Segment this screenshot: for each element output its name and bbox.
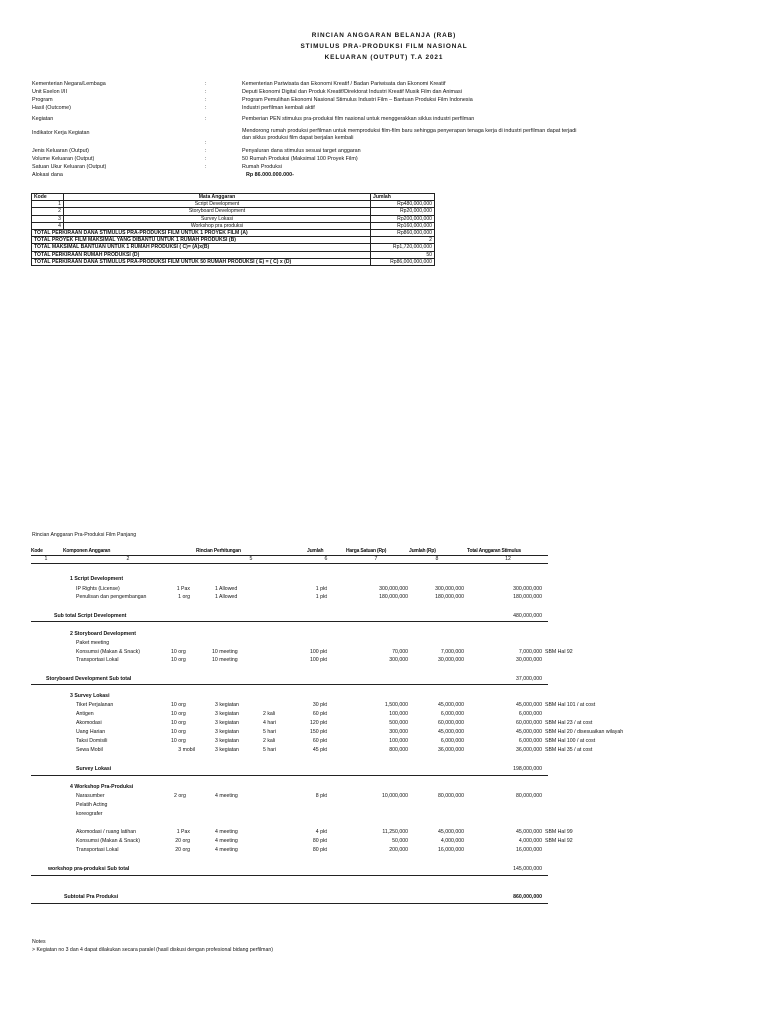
item-note: SBM Hal 99 <box>545 829 573 835</box>
dhead-kode: Kode <box>31 548 43 554</box>
item-total: 300,000,000 <box>513 586 542 592</box>
item-jumlah: 180,000,000 <box>435 594 464 600</box>
item-total: 36,000,000 <box>516 747 542 753</box>
item-total: 45,000,000 <box>516 702 542 708</box>
item-jml: 4 pkt <box>315 829 327 835</box>
item-name: Transportasi Lokal <box>76 847 119 853</box>
item-q1: 10 org <box>171 702 186 708</box>
item-total: 60,000,000 <box>516 720 542 726</box>
info-colon: : <box>205 164 207 170</box>
item-total: 80,000,000 <box>516 793 542 799</box>
info-value: Industri perfilman kembali aktif <box>242 105 315 111</box>
info-colon: : <box>205 89 207 95</box>
item-q2: 4 meeting <box>215 838 238 844</box>
document-title-line3: KELUARAN (OUTPUT) T.A 2021 <box>324 54 444 61</box>
item-q3: 2 kali <box>263 738 276 744</box>
info-label: Program <box>32 97 53 103</box>
item-harga: 11,250,000 <box>382 829 408 835</box>
item-q1: 1 org <box>178 594 190 600</box>
total-row <box>32 258 435 265</box>
item-jumlah: 30,000,000 <box>438 657 464 663</box>
item-q3: 4 hari <box>263 720 276 726</box>
info-value: 50 Rumah Produksi (Maksimal 100 Proyek Film) <box>242 156 358 162</box>
divider <box>31 684 548 685</box>
item-jumlah: 45,000,000 <box>438 702 464 708</box>
item-q1: 20 org <box>175 847 190 853</box>
total-label: TOTAL PROYEK FILM MAKSIMAL YANG DIBANTU UNTUK 1 RUMAH PRODUKSI (B) <box>32 237 371 244</box>
table-header-row <box>32 194 435 201</box>
item-note: SBM Hal 100 / at cost <box>545 738 596 744</box>
item-harga: 10,000,000 <box>382 793 408 799</box>
divider <box>31 621 548 622</box>
subtotal-label: Storyboard Development Sub total <box>46 676 132 682</box>
alokasi-label: Alokasi dana <box>32 172 63 178</box>
item-jumlah: 60,000,000 <box>438 720 464 726</box>
item-jml: 1 pkt <box>315 586 327 592</box>
item-jml: 100 pkt <box>309 657 327 663</box>
item-jml: 45 pkt <box>312 747 327 753</box>
item-jml: 120 pkt <box>309 720 327 726</box>
item-q1: 2 org <box>174 793 186 799</box>
cell-nama: Workshop pra produksi <box>64 222 371 229</box>
notes-title: Notes <box>32 939 46 945</box>
section-title: 3 Survey Lokasi <box>70 693 110 699</box>
item-jml: 100 pkt <box>309 649 327 655</box>
total-row <box>32 237 435 244</box>
dnum: 12 <box>505 556 511 562</box>
detail-caption: Rincian Anggaran Pra-Produksi Film Panjang <box>32 532 137 538</box>
item-q2: 4 meeting <box>215 847 238 853</box>
item-total: 6,000,000 <box>518 711 542 717</box>
grand-subtotal-value: 860,000,000 <box>513 894 542 900</box>
subtotal-value: 480,000,000 <box>513 613 542 619</box>
item-jumlah: 6,000,000 <box>440 711 464 717</box>
item-jumlah: 300,000,000 <box>435 586 464 592</box>
item-total: 6,000,000 <box>518 738 542 744</box>
section-title: 4 Workshop Pra-Produksi <box>70 784 134 790</box>
dhead-komponen: Komponen Anggaran <box>63 548 111 554</box>
item-name: Taksi Domisili <box>76 738 108 744</box>
info-value: Program Pemulihan Ekonomi Nasional Stimulus Industri Film – Bantuan Produksi Film Indonesia <box>242 97 473 103</box>
item-name: Uang Harian <box>76 729 106 735</box>
item-harga: 50,000 <box>392 838 408 844</box>
item-q1: 10 org <box>171 729 186 735</box>
item-harga: 180,000,000 <box>379 594 408 600</box>
item-name: Pelatih Acting <box>76 802 108 808</box>
info-colon: : <box>205 116 207 122</box>
item-jumlah: 4,000,000 <box>440 838 464 844</box>
item-q1: 10 org <box>171 711 186 717</box>
item-harga: 200,000 <box>389 847 408 853</box>
total-row <box>32 251 435 258</box>
info-label: Jenis Keluaran (Output) <box>32 148 89 154</box>
item-total: 30,000,000 <box>516 657 542 663</box>
header-mata-anggaran: Mata Anggaran <box>64 194 371 201</box>
grand-subtotal-label: Subtotal Pra Produksi <box>64 894 119 900</box>
total-value: Rp86,000,000,000 <box>371 258 435 265</box>
document-title-line2: STIMULUS PRA-PRODUKSI FILM NASIONAL <box>300 43 468 50</box>
info-colon: : <box>205 148 207 154</box>
total-label: TOTAL MAKSIMAL BANTUAN UNTUK 1 RUMAH PRODUKSI ( C)= (A)x(B) <box>32 244 371 251</box>
item-name: Konsumsi (Makan & Snack) <box>76 649 141 655</box>
total-label: TOTAL PERKIRAAN RUMAH PRODUKSI (D) <box>32 251 371 258</box>
dhead-rincian: Rincian Perhitungan <box>196 548 241 554</box>
item-jml: 60 pkt <box>312 738 327 744</box>
subtotal-label: Survey Lokasi <box>76 766 112 772</box>
total-label: TOTAL PERKIRAAN DANA STIMULUS PRA-PRODUKSI FILM UNTUK 50 RUMAH PRODUKSI ( E) = ( C) x (D) <box>32 258 371 265</box>
divider <box>31 875 548 876</box>
dhead-jumlah-rp: Jumlah (Rp) <box>409 548 436 554</box>
dhead-jumlah: Jumlah <box>307 548 324 554</box>
item-q2: 1 Allowed <box>215 586 238 592</box>
info-label: Unit Eselon I/II <box>32 89 68 95</box>
item-jumlah: 45,000,000 <box>438 729 464 735</box>
header-kode: Kode <box>32 194 64 201</box>
item-q2: 3 kegiatan <box>215 702 239 708</box>
item-q2: 10 meeting <box>212 657 238 663</box>
info-colon: : <box>205 105 207 111</box>
item-q2: 3 kegiatan <box>215 729 239 735</box>
section-title: 1 Script Development <box>70 576 124 582</box>
summary-table <box>31 193 435 266</box>
item-harga: 300,000 <box>389 729 408 735</box>
item-harga: 300,000 <box>389 657 408 663</box>
item-q3: 2 kali <box>263 711 276 717</box>
subtotal-value: 198,000,000 <box>513 766 542 772</box>
item-name: Akomodasi <box>76 720 102 726</box>
item-note: SBM Hal 23 / at cost <box>545 720 593 726</box>
item-harga: 300,000,000 <box>379 586 408 592</box>
info-colon: : <box>205 156 207 162</box>
item-q2: 3 kegiatan <box>215 720 239 726</box>
cell-jumlah: Rp20,000,000 <box>371 208 435 215</box>
document-title-line1: RINCIAN ANGGARAN BELANJA (RAB) <box>311 32 457 39</box>
item-name: Tiket Perjalanan <box>76 702 114 708</box>
subtotal-value: 145,000,000 <box>513 866 542 872</box>
item-q3: 5 hari <box>263 729 276 735</box>
indikator-value: dan siklus produksi film dapat berjalan kembali <box>242 135 354 141</box>
item-q1: 3 mobil <box>178 747 195 753</box>
item-q1: 10 org <box>171 649 186 655</box>
item-name: Akomodasi / ruang latihan <box>76 829 136 835</box>
total-value: Rp860,000,000 <box>371 230 435 237</box>
item-jml: 60 pkt <box>312 711 327 717</box>
info-value: Penyaluran dana stimulus sesuai target anggaran <box>242 148 361 154</box>
item-q1: 1 Pax <box>176 829 190 835</box>
info-label: Satuan Ukur Keluaran (Output) <box>32 164 107 170</box>
divider <box>31 903 548 904</box>
info-label: Volume Keluaran (Output) <box>32 156 95 162</box>
item-name: Antigen <box>76 711 94 717</box>
total-value: 50 <box>371 251 435 258</box>
item-note: SBM Hal 101 / at cost <box>545 702 596 708</box>
total-row <box>32 230 435 237</box>
total-label: TOTAL PERKIRAAN DANA STIMULUS PRA-PRODUKSI FILM UNTUK 1 PROYEK FILM (A) <box>32 230 371 237</box>
item-q3: 5 hari <box>263 747 276 753</box>
subtotal-value: 37,000,000 <box>516 676 542 682</box>
indikator-value: Mendorong rumah produksi perfilman untuk memproduksi film-film baru sehingga penyerapan tenaga kerja di industri perfilman dapat terjadi <box>242 128 577 134</box>
item-jml: 80 pkt <box>312 847 327 853</box>
info-value: Rumah Produksi <box>242 164 282 170</box>
info-label: Kegiatan <box>32 116 54 122</box>
item-note: SBM Hal 92 <box>545 649 573 655</box>
divider <box>31 775 548 776</box>
item-name: koreografer <box>76 811 103 817</box>
item-total: 16,000,000 <box>516 847 542 853</box>
item-harga: 1,500,000 <box>384 702 408 708</box>
subtotal-label: Sub total Script Development <box>54 613 127 619</box>
item-name: Narasumber <box>76 793 105 799</box>
item-q2: 4 meeting <box>215 829 238 835</box>
item-jumlah: 80,000,000 <box>438 793 464 799</box>
subtotal-label: workshop pra-produksi Sub total <box>48 866 130 872</box>
indikator-label: Indikator Kerja Kegiatan <box>32 130 90 136</box>
item-total: 45,000,000 <box>516 829 542 835</box>
info-value: Deputi Ekonomi Digital dan Produk Kreatif/Direktorat Industri Kreatif Musik Film dan Animasi <box>242 89 462 95</box>
info-label: Hasil (Outcome) <box>32 105 71 111</box>
item-harga: 100,000 <box>389 711 408 717</box>
item-jumlah: 7,000,000 <box>440 649 464 655</box>
cell-nama: Survey Lokasi <box>64 215 371 222</box>
cell-jumlah: Rp480,000,000 <box>371 201 435 208</box>
item-total: 7,000,000 <box>518 649 542 655</box>
item-total: 180,000,000 <box>513 594 542 600</box>
cell-nama: Storyboard Development <box>64 208 371 215</box>
item-note: SBM Hal 92 <box>545 838 573 844</box>
total-value: 2 <box>371 237 435 244</box>
item-q1: 10 org <box>171 738 186 744</box>
item-q1: 10 org <box>171 720 186 726</box>
item-jumlah: 16,000,000 <box>438 847 464 853</box>
dhead-harga: Harga Satuan (Rp) <box>346 548 387 554</box>
item-harga: 500,000 <box>389 720 408 726</box>
item-jml: 30 pkt <box>312 702 327 708</box>
table-row <box>32 222 435 229</box>
item-name: Sewa Mobil <box>76 747 103 753</box>
dnum: 8 <box>435 556 439 562</box>
item-note: SBM Hal 35 / at cost <box>545 747 593 753</box>
cell-kode: 1 <box>32 201 64 208</box>
item-jumlah: 6,000,000 <box>440 738 464 744</box>
info-colon: : <box>205 81 207 87</box>
item-note: SBM Hal 20 / disesuaikan wilayah <box>545 729 624 735</box>
item-name: Transportasi Lokal <box>76 657 119 663</box>
table-row <box>32 208 435 215</box>
table-row <box>32 201 435 208</box>
info-value: Pemberian PEN stimulus pra-produksi film nasional untuk menggerakkan siklus industri perfilman <box>242 116 475 122</box>
dnum: 1 <box>44 556 48 562</box>
item-q1: 10 org <box>171 657 186 663</box>
item-q2: 10 meeting <box>212 649 238 655</box>
item-jml: 1 pkt <box>315 594 327 600</box>
item-name: Paket meeting <box>76 640 110 646</box>
section-title: 2 Storyboard Development <box>70 631 137 637</box>
info-value: Kementerian Pariwisata dan Ekonomi Kreatif / Badan Pariwisata dan Ekonomi Kreatif <box>242 81 446 87</box>
item-name: IP Rights (License) <box>76 586 120 592</box>
item-jml: 80 pkt <box>312 838 327 844</box>
item-name: Konsumsi (Makan & Snack) <box>76 838 141 844</box>
table-row <box>32 215 435 222</box>
item-jumlah: 45,000,000 <box>438 829 464 835</box>
item-harga: 70,000 <box>392 649 408 655</box>
item-total: 45,000,000 <box>516 729 542 735</box>
dnum: 5 <box>249 556 253 562</box>
cell-jumlah: Rp200,000,000 <box>371 215 435 222</box>
item-jml: 150 pkt <box>309 729 327 735</box>
divider <box>31 563 548 564</box>
item-q2: 4 meeting <box>215 793 238 799</box>
item-name: Penulisan dan pengembangan <box>76 594 147 600</box>
dhead-total: Total Anggaran Stimulus <box>467 548 522 554</box>
item-harga: 800,000 <box>389 747 408 753</box>
info-label: Kementerian Negara/Lembaga <box>32 81 106 87</box>
cell-kode: 4 <box>32 222 64 229</box>
item-total: 4,000,000 <box>518 838 542 844</box>
total-row <box>32 244 435 251</box>
alokasi-value: Rp 86.000.000.000- <box>246 172 294 178</box>
item-q1: 1 Pax <box>176 586 190 592</box>
notes-line: > Kegiatan no 3 dan 4 dapat dilakukan secara paralel (hasil diskusi dengan profesional bidang perfilman) <box>32 947 273 953</box>
item-q2: 3 kegiatan <box>215 747 239 753</box>
cell-kode: 2 <box>32 208 64 215</box>
item-q1: 20 org <box>175 838 190 844</box>
item-q2: 3 kegiatan <box>215 738 239 744</box>
dnum: 7 <box>374 556 378 562</box>
cell-jumlah: Rp160,000,000 <box>371 222 435 229</box>
item-q2: 3 kegiatan <box>215 711 239 717</box>
total-value: Rp1,720,000,000 <box>371 244 435 251</box>
item-harga: 100,000 <box>389 738 408 744</box>
info-colon: : <box>205 97 207 103</box>
item-q2: 1 Allowed <box>215 594 238 600</box>
item-jumlah: 36,000,000 <box>438 747 464 753</box>
cell-nama: Script Development <box>64 201 371 208</box>
info-colon: : <box>205 140 207 146</box>
header-jumlah: Jumlah <box>371 194 435 201</box>
cell-kode: 3 <box>32 215 64 222</box>
dnum: 6 <box>324 556 328 562</box>
dnum: 2 <box>126 556 130 562</box>
item-jml: 8 pkt <box>315 793 327 799</box>
